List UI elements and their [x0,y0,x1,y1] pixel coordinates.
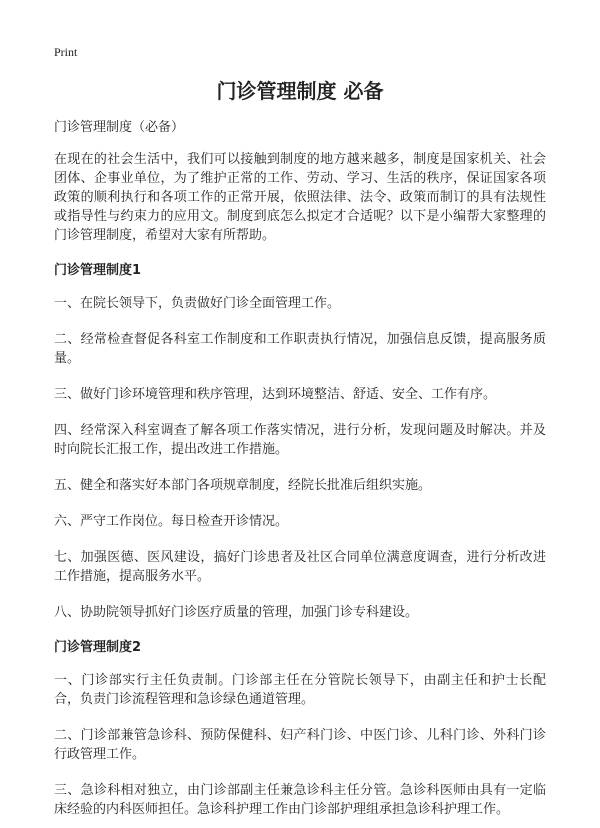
section-2-item-1: 一、门诊部实行主任负责制。门诊部主任在分管院长领导下，由副主任和护士长配合，负责门诊流程管理和急诊绿色通道管理。 [54,673,546,707]
section-1-item-8: 八、协助院领导抓好门诊医疗质量的管理，加强门诊专科建设。 [54,605,419,620]
print-link[interactable]: Print [54,45,78,59]
section-1-item-1: 一、在院长领导下，负责做好门诊全面管理工作。 [54,296,341,311]
section-1-item-4: 四、经常深入科室调查了解各项工作落实情况，进行分析，发现问题及时解决。并及时向院长汇报工作，提出改进工作措施。 [54,423,546,457]
section-2-item-3: 三、急诊科相对独立，由门诊部副主任兼急诊科主任分管。急诊科医师由具有一定临床经验的内科医师担任。急诊科护理工作由门诊部护理组承担急诊科护理工作。 [54,783,546,817]
document-subtitle: 门诊管理制度（必备） [54,120,185,135]
intro-paragraph: 在现在的社会生活中，我们可以接触到制度的地方越来越多，制度是国家机关、社会团体、企事业单位，为了维护正常的工作、劳动、学习、生活的秩序，保证国家各项政策的顺利执行和各项工作的正常开展，依照法律、法令、政策而制订的具有法规性或指导性与约束力的应用文。制度到底怎么拟定才合适呢？以下是小编帮大家整理的门诊管理制度，希望对大家有所帮助。 [54,152,546,243]
section-1-item-3: 三、做好门诊环境管理和秩序管理，达到环境整洁、舒适、安全、工作有序。 [54,387,497,402]
page-title: 门诊管理制度 必备 [216,79,384,103]
section-heading-2: 门诊管理制度2 [54,640,142,655]
section-2-item-2: 二、门诊部兼管急诊科、预防保健科、妇产科门诊、中医门诊、儿科门诊、外科门诊行政管理工作。 [54,728,546,762]
section-1-item-6: 六、严守工作岗位。每日检查开诊情况。 [54,514,289,529]
section-1-item-2: 二、经常检查督促各科室工作制度和工作职责执行情况，加强信息反馈，提高服务质量。 [54,332,546,366]
section-1-item-5: 五、健全和落实好本部门各项规章制度，经院长批准后组织实施。 [54,478,432,493]
section-1-item-7: 七、加强医德、医风建设，搞好门诊患者及社区合同单位满意度调查，进行分析改进工作措施，提高服务水平。 [54,550,546,584]
section-heading-1: 门诊管理制度1 [54,263,142,278]
